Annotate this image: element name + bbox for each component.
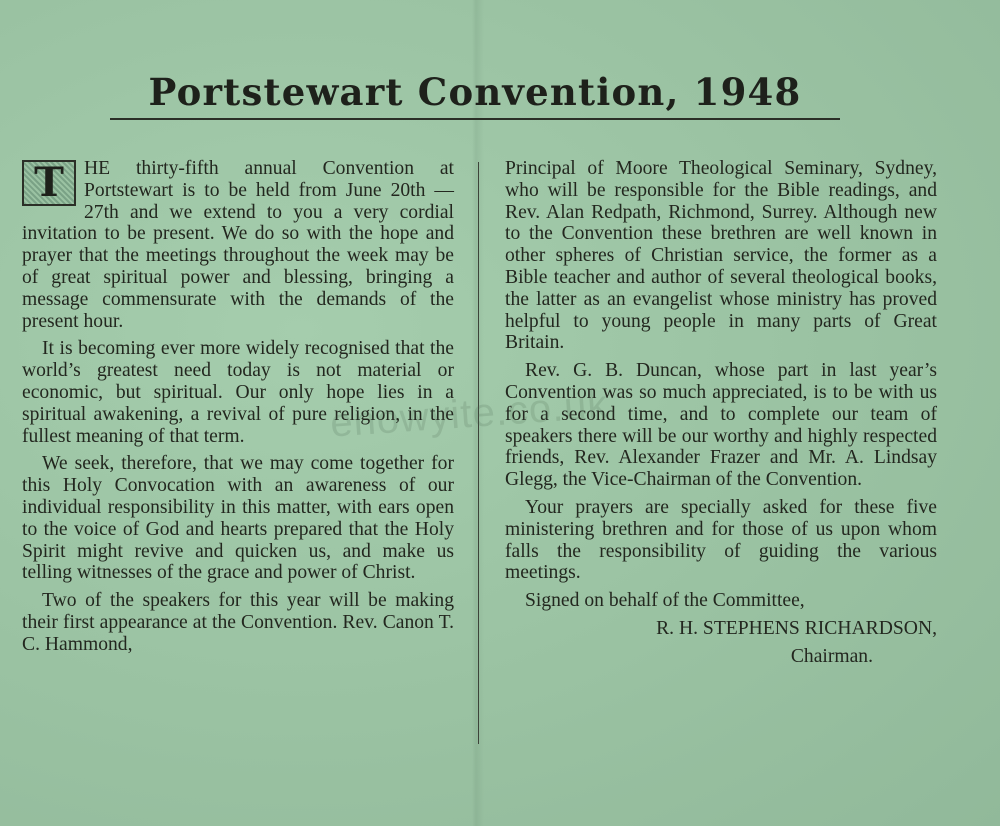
- paragraph-1-text: HE thirty-fifth annual Convention at Portstewart is to be held from June 20th — 27th and we extend to you a very cordial invitation to be present. We do so with the hope and prayer that the meetings throughout the week may be of great spiritual power and blessing, bringing a message commensurate with the demands of the present hour.: [22, 158, 454, 332]
- title-underline: [110, 118, 840, 120]
- paragraph-5: Principal of Moore Theological Seminary, Sydney, who will be responsible for the Bible readings, and Rev. Alan Redpath, Richmond, Surrey. Although new to the Convention these brethren are well known in other spheres of Christian service, the former as a Bible teacher and author of several theological books, the latter as an evangelist whose ministry has proved helpful to young people in many parts of Great Britain.: [505, 158, 937, 354]
- paragraph-4: Two of the speakers for this year will be making their first appearance at the Convention. Rev. Canon T. C. Hammond,: [22, 590, 454, 655]
- page-title: Portstewart Convention, 1948: [148, 70, 802, 114]
- signer-name: R. H. STEPHENS RICHARDSON,: [656, 617, 937, 639]
- paragraph-7: Your prayers are specially asked for these five ministering brethren and for those of us upon whom falls the responsibility of guiding the various meetings.: [505, 496, 937, 584]
- paragraph-6: Rev. G. B. Duncan, whose part in last year’s Convention was so much appreciated, is to be with us for a second time, and to complete our team of speakers there will be our worthy and highly respected friends, Rev. Alexander Frazer and Mr. A. Lindsay Glegg, the Vice-Chairman of the Convention.: [505, 360, 937, 491]
- paragraph-2: It is becoming ever more widely recognised that the world’s greatest need today is not material or economic, but spiritual. Our only hope lies in a spiritual awakening, a revival of pure religion, in the fullest meaning of that term.: [22, 338, 454, 447]
- watermark: enowyite.co.uk: [328, 382, 610, 446]
- signer-role: Chairman.: [790, 645, 873, 667]
- paragraph-3: We seek, therefore, that we may come together for this Holy Convocation with an awareness of our individual responsibility in this matter, with ears open to the voice of God and hearts prepared that the Holy Spirit might revive and quicken us, and make us telling witnesses of the grace and power of Christ.: [22, 453, 454, 584]
- ornate-dropcap: T: [22, 160, 76, 206]
- column-divider: [478, 162, 479, 744]
- signed-line: Signed on behalf of the Committee,: [525, 590, 805, 612]
- paragraph-1: [22, 158, 454, 332]
